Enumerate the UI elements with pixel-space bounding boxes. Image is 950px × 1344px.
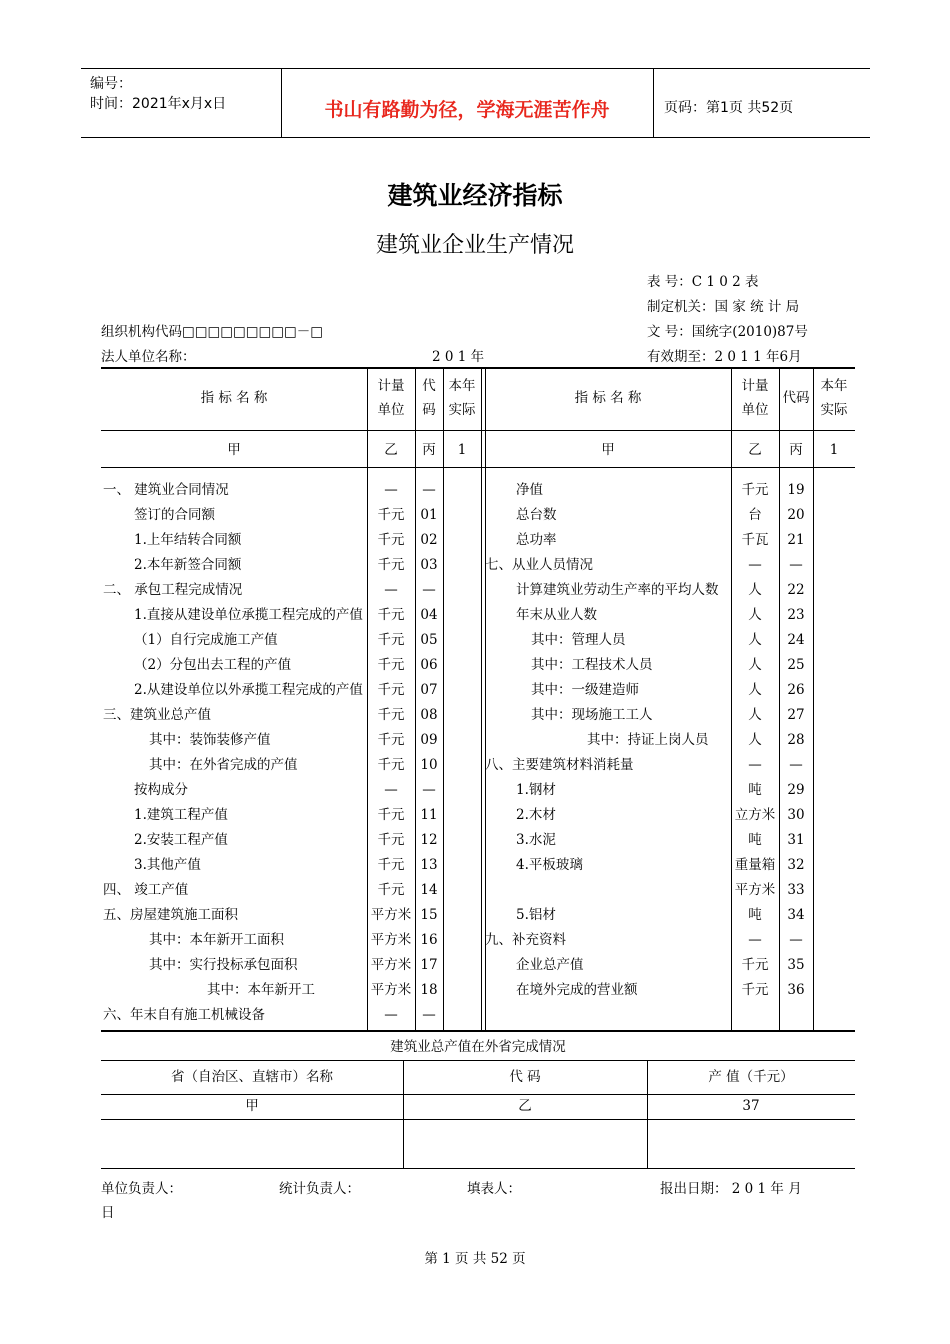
indicator-code: 24 <box>787 632 805 648</box>
province-sub-jia: 甲 <box>245 1098 259 1114</box>
indicator-name: 总功率 <box>516 532 557 548</box>
indicator-code: 19 <box>787 482 805 498</box>
row-line <box>101 1060 855 1061</box>
header-left-cell <box>81 69 282 137</box>
header-right-cell <box>654 69 870 137</box>
indicator-name: 4.平板玻璃 <box>516 857 583 873</box>
indicator-name: 九、补充资料 <box>485 932 566 948</box>
indicator-code: 26 <box>787 682 805 698</box>
header-unit-right-2: 单位 <box>741 402 769 418</box>
province-sub-37: 37 <box>742 1098 760 1114</box>
doc-label: 文 号： <box>647 324 692 340</box>
stat-head-label: 统计负责人： <box>279 1181 360 1197</box>
indicator-name: 1.上年结转合同额 <box>134 532 242 548</box>
header-indicator-name: 指 标 名 称 <box>200 390 268 406</box>
indicator-code: 32 <box>787 857 805 873</box>
doc-line <box>647 320 808 340</box>
province-code-header: 代 码 <box>509 1069 541 1085</box>
indicator-code: 16 <box>420 932 438 948</box>
indicator-unit: 千元 <box>741 982 769 998</box>
indicator-name: （1）自行完成施工产值 <box>134 632 278 648</box>
page-label: 页码：第1页 共52页 <box>664 100 794 116</box>
indicator-name: 其中：实行投标承包面积 <box>149 957 298 973</box>
indicator-unit: 吨 <box>748 782 762 798</box>
indicator-unit: — <box>384 782 398 798</box>
indicator-unit: 千元 <box>377 757 405 773</box>
indicator-code: 20 <box>787 507 805 523</box>
indicator-unit: 平方米 <box>370 957 412 973</box>
indicator-unit: 人 <box>748 732 762 748</box>
header-box <box>81 68 870 138</box>
indicator-unit: 千元 <box>377 682 405 698</box>
indicator-name: 2.木材 <box>516 807 556 823</box>
header-divider <box>101 430 855 431</box>
indicator-name: 其中：现场施工工人 <box>531 707 653 723</box>
legal-name-label: 法人单位名称： <box>101 349 196 365</box>
header-actual-1: 本年 <box>448 378 476 394</box>
unit-head-label: 单位负责人： <box>101 1181 182 1197</box>
authority-line <box>647 295 799 315</box>
report-date-label: 报出日期： 2 0 1 年 月 <box>660 1181 802 1197</box>
header-actual-right-1: 本年 <box>820 378 848 394</box>
valid-label: 有效期至： <box>647 349 715 365</box>
indicator-name: 其中：持证上岗人员 <box>587 732 709 748</box>
indicator-unit: 千元 <box>377 632 405 648</box>
indicator-name: 在境外完成的营业额 <box>516 982 638 998</box>
indicator-unit: — <box>384 1007 398 1023</box>
form-no-line <box>647 270 759 290</box>
indicator-code: — <box>789 932 803 948</box>
indicator-unit: 千元 <box>377 882 405 898</box>
header-code-1: 代 <box>422 378 436 394</box>
indicator-unit: 千元 <box>377 657 405 673</box>
subhead-jia-right: 甲 <box>601 442 615 458</box>
col-line <box>813 367 814 1032</box>
indicator-unit: 平方米 <box>370 982 412 998</box>
indicator-unit: 千元 <box>741 482 769 498</box>
subhead-col1: 1 <box>457 442 467 458</box>
subheader-divider <box>101 467 855 468</box>
report-day-label: 日 <box>101 1205 115 1221</box>
indicator-name: 1.钢材 <box>516 782 556 798</box>
header-unit-1: 计量 <box>377 378 405 394</box>
indicator-unit: 千元 <box>377 732 405 748</box>
province-sub-yi: 乙 <box>518 1098 532 1114</box>
indicator-name: 六、年末自有施工机械设备 <box>103 1007 265 1023</box>
indicator-code: 30 <box>787 807 805 823</box>
indicator-unit: 立方米 <box>734 807 776 823</box>
indicator-code: 14 <box>420 882 438 898</box>
indicator-name: 企业总产值 <box>516 957 584 973</box>
indicator-unit: 人 <box>748 607 762 623</box>
table-top-border <box>101 367 855 369</box>
subhead-bing: 丙 <box>422 442 436 458</box>
province-table-caption: 建筑业总产值在外省完成情况 <box>390 1039 566 1055</box>
indicator-unit: — <box>748 757 762 773</box>
indicator-code: 18 <box>420 982 438 998</box>
indicator-code: 10 <box>420 757 438 773</box>
indicator-unit: 千元 <box>377 857 405 873</box>
row-line <box>101 1119 855 1120</box>
header-unit-2: 单位 <box>377 402 405 418</box>
header-motto-cell <box>281 69 654 137</box>
indicator-name: 年末从业人数 <box>516 607 597 623</box>
col-line <box>481 367 482 1032</box>
indicator-name: 其中：管理人员 <box>531 632 626 648</box>
indicator-code: 07 <box>420 682 438 698</box>
subhead-yi-right: 乙 <box>748 442 762 458</box>
authority: 国 家 统 计 局 <box>714 299 800 315</box>
province-name-header: 省（自治区、直辖市）名称 <box>171 1069 333 1085</box>
indicator-unit: 台 <box>748 507 762 523</box>
main-table <box>101 367 855 1032</box>
indicator-code: 05 <box>420 632 438 648</box>
document-title: 建筑业经济指标 <box>387 181 563 210</box>
indicator-name: 2.从建设单位以外承揽工程完成的产值 <box>134 682 363 698</box>
header-actual-right-2: 实际 <box>820 402 848 418</box>
indicator-code: — <box>422 482 436 498</box>
province-table <box>101 1032 855 1169</box>
indicator-unit: 千元 <box>377 532 405 548</box>
authority-label: 制定机关： <box>647 299 715 315</box>
indicator-code: 33 <box>787 882 805 898</box>
indicator-code: 22 <box>787 582 805 598</box>
indicator-code: 25 <box>787 657 805 673</box>
form-no: C 1 0 2 表 <box>691 274 759 290</box>
col-line <box>443 367 444 1032</box>
indicator-unit: 平方米 <box>370 932 412 948</box>
indicator-unit: — <box>384 482 398 498</box>
indicator-name: 其中：本年新开工面积 <box>149 932 284 948</box>
row-line <box>101 1168 855 1169</box>
header-code-2: 码 <box>422 402 436 418</box>
indicator-unit: 千元 <box>377 507 405 523</box>
indicator-code: 28 <box>787 732 805 748</box>
doc-number: 国统字(2010)87号 <box>691 324 808 340</box>
indicator-name: 2.本年新签合同额 <box>134 557 242 573</box>
indicator-unit: 人 <box>748 657 762 673</box>
indicator-code: — <box>422 1007 436 1023</box>
indicator-name: 其中：本年新开工 <box>207 982 315 998</box>
header-unit-right-1: 计量 <box>741 378 769 394</box>
page-footer: 第 1 页 共 52 页 <box>424 1251 526 1267</box>
indicator-unit: — <box>748 557 762 573</box>
indicator-name: 1.直接从建设单位承揽工程完成的产值 <box>134 607 363 623</box>
indicator-name: 七、从业人员情况 <box>485 557 593 573</box>
indicator-code: — <box>422 782 436 798</box>
subhead-col1-right: 1 <box>829 442 839 458</box>
indicator-name: 五、房屋建筑施工面积 <box>103 907 238 923</box>
indicator-unit: 千元 <box>377 832 405 848</box>
indicator-name: （2）分包出去工程的产值 <box>134 657 292 673</box>
indicator-code: 29 <box>787 782 805 798</box>
indicator-code: 02 <box>420 532 438 548</box>
indicator-code: 23 <box>787 607 805 623</box>
indicator-name: 二、 承包工程完成情况 <box>103 582 243 598</box>
indicator-unit: 千元 <box>741 957 769 973</box>
indicator-code: 15 <box>420 907 438 923</box>
row-line <box>101 1094 855 1095</box>
indicator-name: 总台数 <box>516 507 557 523</box>
indicator-code: 04 <box>420 607 438 623</box>
indicator-unit: 千元 <box>377 807 405 823</box>
subhead-bing-right: 丙 <box>789 442 803 458</box>
indicator-unit: 千瓦 <box>741 532 769 548</box>
valid-date: 2 0 1 1 年6月 <box>714 349 802 365</box>
indicator-unit: 吨 <box>748 907 762 923</box>
indicator-name: 一、 建筑业合同情况 <box>103 482 229 498</box>
indicator-name: 其中：一级建造师 <box>531 682 639 698</box>
indicator-unit: 重量箱 <box>734 857 776 873</box>
indicator-name: 1.建筑工程产值 <box>134 807 228 823</box>
indicator-name: 5.铝材 <box>516 907 556 923</box>
indicator-unit: 人 <box>748 582 762 598</box>
indicator-code: 06 <box>420 657 438 673</box>
indicator-unit: 千元 <box>377 607 405 623</box>
indicator-name: 其中：装饰装修产值 <box>149 732 271 748</box>
indicator-code: 11 <box>420 807 438 823</box>
indicator-name: 净值 <box>516 482 543 498</box>
indicator-name: 其中：在外省完成的产值 <box>149 757 298 773</box>
indicator-unit: 人 <box>748 632 762 648</box>
indicator-code: 03 <box>420 557 438 573</box>
indicator-code: 35 <box>787 957 805 973</box>
indicator-unit: 吨 <box>748 832 762 848</box>
id-label: 编号： <box>90 76 132 92</box>
indicator-code: 17 <box>420 957 438 973</box>
valid-line <box>647 345 802 365</box>
indicator-unit: 平方米 <box>370 907 412 923</box>
indicator-name: 按构成分 <box>134 782 188 798</box>
time-label: 时间：2021年x月x日 <box>90 96 227 112</box>
indicator-name: 计算建筑业劳动生产率的平均人数 <box>516 582 719 598</box>
header-indicator-name-right: 指 标 名 称 <box>574 390 642 406</box>
org-code: 组织机构代码□□□□□□□□□－□ <box>101 324 324 340</box>
indicator-unit: 平方米 <box>734 882 776 898</box>
indicator-unit: — <box>384 582 398 598</box>
indicator-name: 3.水泥 <box>516 832 556 848</box>
indicator-code: 36 <box>787 982 805 998</box>
indicator-code: 12 <box>420 832 438 848</box>
indicator-code: — <box>789 757 803 773</box>
indicator-code: — <box>789 557 803 573</box>
document-subtitle: 建筑业企业生产情况 <box>375 233 574 258</box>
indicator-code: — <box>422 582 436 598</box>
indicator-code: 01 <box>420 507 438 523</box>
indicator-name: 三、建筑业总产值 <box>103 707 211 723</box>
subhead-jia: 甲 <box>227 442 241 458</box>
filler-label: 填表人： <box>467 1181 521 1197</box>
indicator-unit: 人 <box>748 682 762 698</box>
indicator-code: 09 <box>420 732 438 748</box>
form-no-label: 表 号： <box>647 274 692 290</box>
indicator-code: 34 <box>787 907 805 923</box>
province-value-header: 产 值（千元） <box>708 1069 794 1085</box>
report-year: 2 0 1 年 <box>432 349 485 365</box>
indicator-name: 3.其他产值 <box>134 857 201 873</box>
indicator-unit: 千元 <box>377 707 405 723</box>
indicator-name: 八、主要建筑材料消耗量 <box>485 757 634 773</box>
indicator-name: 2.安装工程产值 <box>134 832 228 848</box>
indicator-code: 13 <box>420 857 438 873</box>
indicator-code: 31 <box>787 832 805 848</box>
indicator-name: 其中：工程技术人员 <box>531 657 653 673</box>
subhead-yi: 乙 <box>384 442 398 458</box>
indicator-code: 08 <box>420 707 438 723</box>
indicator-unit: 人 <box>748 707 762 723</box>
header-code-right: 代码 <box>782 390 810 406</box>
indicator-code: 27 <box>787 707 805 723</box>
indicator-code: 21 <box>787 532 805 548</box>
indicator-name: 四、 竣工产值 <box>103 882 189 898</box>
motto: 书山有路勤为径，学海无涯苦作舟 <box>324 99 610 121</box>
indicator-unit: 千元 <box>377 557 405 573</box>
header-actual-2: 实际 <box>448 402 476 418</box>
indicator-unit: — <box>748 932 762 948</box>
indicator-name: 签订的合同额 <box>134 507 215 523</box>
